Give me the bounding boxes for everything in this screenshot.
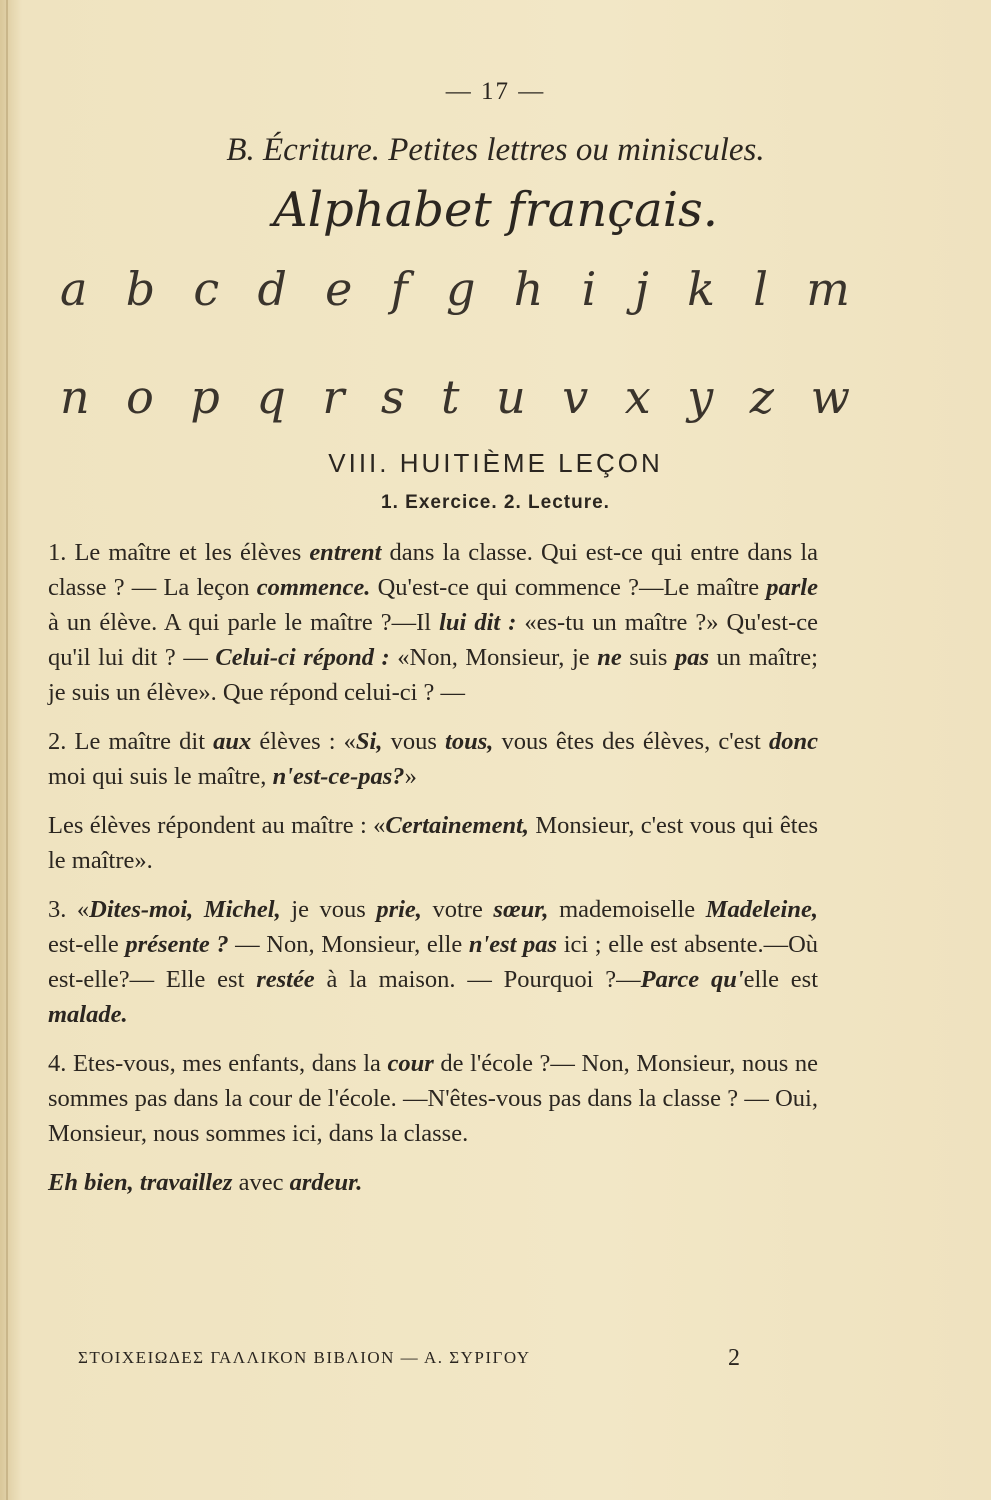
emphasized-text: pas (674, 644, 709, 671)
emphasized-text: ne (597, 644, 622, 671)
text-segment: moi qui suis le maître, (48, 763, 273, 790)
text-segment: avec (232, 1169, 290, 1196)
text-segment: est-elle (48, 931, 126, 958)
text-segment: «Non, Monsieur, je (389, 644, 598, 671)
signature-mark: 2 (728, 1345, 740, 1371)
alphabet-letter: q (256, 370, 286, 424)
alphabet-letter: n (60, 370, 90, 424)
paragraph (48, 535, 818, 710)
emphasized-text: présente ? (125, 931, 229, 958)
alphabet-letter: g (445, 262, 476, 316)
alphabet-letter: a (60, 262, 88, 316)
alphabet-letter: r (322, 370, 345, 424)
emphasized-text: malade. (48, 1001, 128, 1028)
alphabet-letter: z (749, 370, 775, 424)
alphabet-letter: o (126, 370, 154, 424)
emphasized-text: tous, (445, 728, 494, 755)
alphabet-letter: t (441, 370, 460, 424)
text-segment: Les élèves répondent au maître : « (48, 812, 386, 839)
emphasized-text: ardeur. (289, 1169, 363, 1196)
alphabet-letter: m (806, 262, 850, 316)
text-segment: mademoiselle (548, 896, 706, 923)
emphasized-text: Dites-moi, Michel, (89, 896, 281, 923)
text-segment: «es-tu un maître ?» Qu'est-ce qu'il lui dit ? — (48, 609, 818, 671)
emphasized-text: Certainement, (385, 812, 530, 839)
lesson-body (48, 535, 818, 1214)
emphasized-text: Celui-ci répond : (215, 644, 390, 671)
emphasized-text: lui dit : (439, 609, 517, 636)
alphabet-letter: e (325, 262, 353, 316)
text-segment: » (404, 763, 417, 790)
text-segment: à un élève. A qui parle le maître ?—Il (48, 609, 440, 636)
emphasized-text: parle (766, 574, 818, 601)
alphabet-letter: j (634, 262, 649, 316)
alphabet-letter: x (624, 370, 651, 424)
emphasized-text: restée (256, 966, 315, 993)
text-segment: vous (382, 728, 446, 755)
paragraph (48, 892, 818, 1032)
text-segment: 2. Le maître dit (48, 728, 214, 755)
alphabet-letter: k (687, 262, 715, 316)
emphasized-text: sœur, (493, 896, 549, 923)
text-segment: ici ; elle est absente.—Où est-elle?— Elle est (48, 931, 819, 993)
text-segment: je vous (280, 896, 377, 923)
emphasized-text: commence. (256, 574, 371, 601)
alphabet-letter: c (193, 262, 220, 316)
emphasized-text: Eh bien, travaillez (48, 1169, 233, 1196)
emphasized-text: Parce qu' (640, 966, 744, 993)
text-segment: 4. Etes-vous, mes enfants, dans la (48, 1050, 388, 1077)
emphasized-text: Madeleine, (705, 896, 818, 923)
text-segment: 3. « (48, 896, 90, 923)
text-segment: dans la classe. Qui est-ce qui entre dans la classe ? — La leçon (48, 539, 819, 601)
emphasized-text: entrent (309, 539, 382, 566)
emphasized-text: Si, (355, 728, 383, 755)
text-segment: 1. Le maître et les élèves (48, 539, 310, 566)
text-segment: suis (621, 644, 675, 671)
alphabet-letter: b (125, 262, 156, 316)
section-title: B. Écriture. Petites lettres ou miniscules. (226, 132, 765, 168)
alphabet-letter: f (390, 262, 408, 316)
alphabet-letter: p (190, 370, 220, 424)
emphasized-text: aux (213, 728, 252, 755)
alphabet-letter: d (257, 262, 287, 316)
alphabet-letter: h (513, 262, 544, 316)
paragraph (48, 1165, 818, 1200)
alphabet-letter: v (562, 370, 589, 424)
text-segment: élèves : « (251, 728, 356, 755)
alphabet-letter: i (581, 262, 597, 316)
paragraph (48, 808, 818, 878)
text-segment: — Non, Monsieur, elle (228, 931, 469, 958)
lesson-subtitle: 1. Exercice. 2. Lecture. (381, 492, 610, 513)
text-segment: votre (421, 896, 494, 923)
alphabet-letter: y (687, 370, 714, 424)
text-segment: elle est (743, 966, 819, 993)
text-segment: un maître; je suis un élève». Que répond celui-ci ? — (48, 644, 818, 706)
text-segment: Qu'est-ce qui commence ?—Le maître (370, 574, 767, 601)
emphasized-text: cour (387, 1050, 434, 1077)
emphasized-text: donc (768, 728, 818, 755)
alphabet-title: Alphabet français. (273, 182, 718, 238)
alphabet-letter: u (496, 370, 526, 424)
page-number: — 17 — (445, 78, 546, 105)
text-segment: vous êtes des élèves, c'est (493, 728, 769, 755)
alphabet-row-1 (60, 262, 850, 316)
text-segment: Monsieur, c'est vous qui êtes le maître». (48, 812, 818, 874)
alphabet-row-2 (60, 370, 850, 424)
paragraph (48, 1046, 818, 1151)
emphasized-text: n'est-ce-pas? (272, 763, 405, 790)
alphabet-letter: w (810, 370, 850, 424)
text-segment: à la maison. — Pourquoi ?— (314, 966, 641, 993)
alphabet-letter: l (753, 262, 768, 316)
lesson-title: VIII. HUITIÈME LEÇON (328, 448, 663, 478)
book-footer: ΣΤΟΙΧΕΙΩΔΕΣ ΓΑΛΛΙΚΟΝ ΒΙΒΛΙΟΝ — Α. ΣΥΡΙΓΟΥ (78, 1348, 531, 1367)
text-segment: de l'école ?— Non, Monsieur, nous ne sommes pas dans la cour de l'école. —N'êtes-vous pas dans la classe ? — Oui, Monsieur, nous sommes ici, dans la classe. (48, 1050, 818, 1147)
emphasized-text: prie, (376, 896, 422, 923)
paragraph (48, 724, 818, 794)
emphasized-text: n'est pas (468, 931, 558, 958)
alphabet-letter: s (380, 370, 405, 424)
